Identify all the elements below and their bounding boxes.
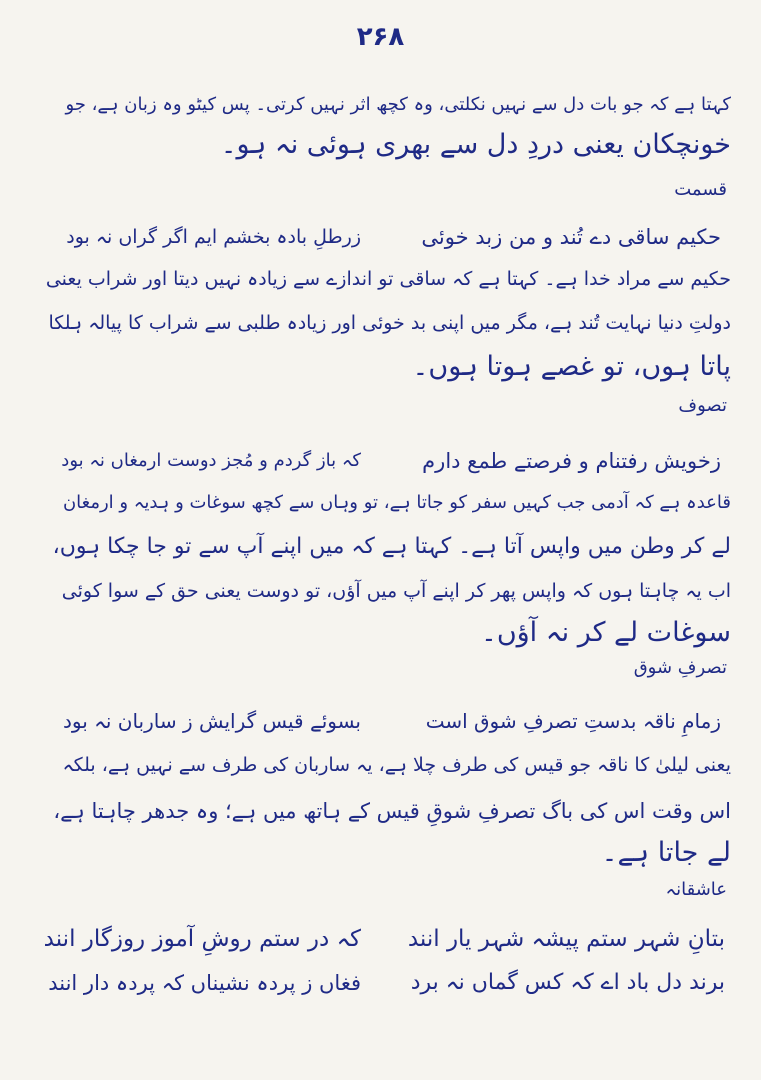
- section-heading: قسمت: [674, 179, 727, 200]
- couplet-first-half: بتانِ شہر ستم پیشہ شہر یار انند: [407, 926, 725, 952]
- paragraph-line: لے جاتا ہے۔: [601, 837, 731, 868]
- paragraph-line: یعنی لیلیٰ کا ناقہ جو قیس کی طرف چلا ہے، یہ ساربان کی طرف سے نہیں ہے، بلکہ: [62, 754, 731, 776]
- section-heading: تصوف: [678, 395, 727, 416]
- couplet-second-half: کہ در ستم روشِ آموز روزگار انند: [43, 926, 361, 952]
- section-heading: تصرفِ شوق: [633, 657, 727, 678]
- paragraph-line: لے کر وطن میں واپس آتا ہے۔ کہتا ہے کہ میں اپنے آپ سے تو جا چکا ہوں،: [52, 534, 731, 559]
- paragraph-line: سوغات لے کر نہ آؤں۔: [481, 617, 731, 648]
- verse-second-half: کہ باز گردم و مُجز دوست ارمغاں نہ بود: [61, 450, 361, 471]
- paragraph-line: پاتا ہوں، تو غصے ہوتا ہوں۔: [412, 351, 731, 382]
- paragraph-line: خونچکان یعنی دردِ دل سے بھری ہوئی نہ ہو۔: [220, 129, 731, 160]
- paragraph-line: اس وقت اس کی باگ تصرفِ شوقِ قیس کے ہاتھ میں ہے؛ وہ جدھر چاہتا ہے،: [53, 799, 731, 823]
- verse-second-half: زرطلِ بادہ بخشم ایم اگر گراں نہ بود: [66, 226, 361, 248]
- couplet-first-half: برند دل باد اے کہ کس گماں نہ برد: [410, 970, 725, 995]
- section-heading: عاشقانہ: [665, 879, 727, 900]
- verse-first-half: حکیم ساقی دے تُند و من زبد خوئی: [421, 225, 721, 249]
- verse-second-half: بسوئے قیس گرایش ز ساربان نہ بود: [62, 709, 361, 733]
- couplet-second-half: فغاں ز پردہ نشیناں کہ پردہ دار انند: [48, 971, 361, 995]
- page-number: ۲۶۸: [356, 22, 405, 52]
- paragraph-line: اب یہ چاہتا ہوں کہ واپس پھر کر اپنے آپ میں آؤں، تو دوست یعنی حق کے سوا کوئی: [61, 580, 731, 602]
- verse-first-half: زمامِ ناقہ بدستِ تصرفِ شوق است: [425, 709, 721, 733]
- paragraph-line: دولتِ دنیا نہایت تُند ہے، مگر میں اپنی بد خوئی اور زیادہ طلبی سے شراب کا پیالہ ہلکا: [48, 312, 731, 334]
- paragraph-line: قاعدہ ہے کہ آدمی جب کہیں سفر کو جاتا ہے، تو وہاں سے کچھ سوغات و ہدیہ و ارمغان: [62, 492, 731, 513]
- verse-first-half: زخویش رفتنام و فرصتے طمع دارم: [422, 449, 721, 473]
- paragraph-line: کہتا ہے کہ جو بات دل سے نہیں نکلتی، وہ کچھ اثر نہیں کرتی۔ پس کیٹو وہ زبان ہے، جو: [65, 94, 731, 115]
- paragraph-line: حکیم سے مراد خدا ہے۔ کہتا ہے کہ ساقی تو اندازے سے زیادہ نہیں دیتا اور شراب یعنی: [45, 268, 731, 290]
